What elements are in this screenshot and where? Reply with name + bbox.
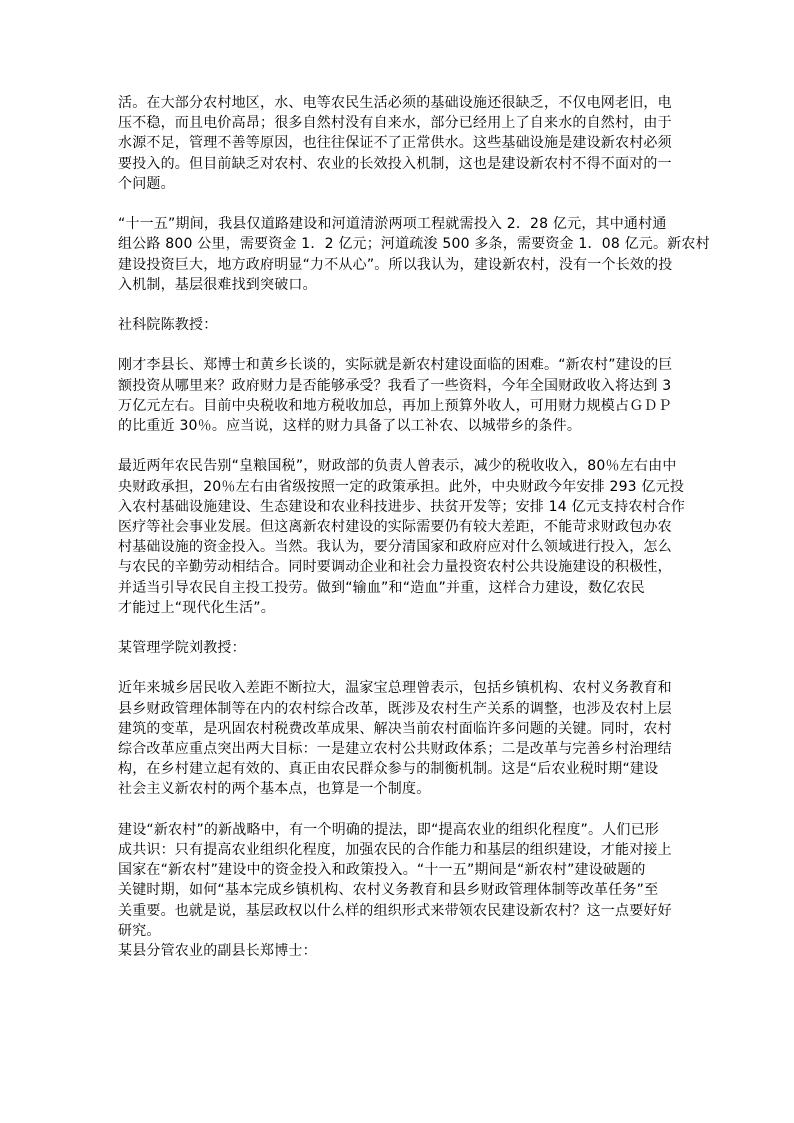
text-line: 并适当引导农民自主投工投劳。做到“输血”和“造血”并重，这样合力建设，数亿农民	[118, 579, 645, 596]
text-line: 成共识：只有提高农业组织化程度，加强农民的合作能力和基层的组织建设，才能对接上	[118, 841, 672, 858]
text-line: 组公路 800 公里，需要资金 1．2 亿元；河道疏浚 500 多条，需要资金 1．08 亿元。新农村	[118, 236, 710, 253]
text-line: 构，在乡村建立起有效的、真正由农民群众参与的制衡机制。这是“后农业税时期“建设	[118, 761, 659, 778]
text-line: “十一五”期间，我县仅道路建设和河道清淤两项工程就需投入 2．28 亿元，其中通村通	[118, 216, 667, 233]
paragraph-gap	[118, 295, 688, 315]
text-line: 入农村基础设施建设、生态建设和农业科技进步、扶贫开发等；安排 14 亿元支持农村合作	[118, 498, 686, 515]
paragraph-gap	[118, 436, 688, 456]
document-page	[118, 93, 710, 961]
paragraph-gap	[118, 658, 688, 678]
paragraph-reform	[118, 678, 688, 799]
text-line: 建筑的变革，是巩固农村税费改革成果、解决当前农村面临许多问题的关键。同时，农村	[118, 720, 672, 737]
text-line: 央财政承担，20％左右由省级按照一定的政策承担。此外，中央财政今年安排 293 亿元投	[118, 478, 685, 495]
text-line: 入机制，基层很难找到突破口。	[118, 276, 317, 293]
text-line: 个问题。	[118, 175, 175, 192]
text-line: 与农民的辛勤劳动相结合。同时要调动企业和社会力量投资农村公共设施建设的积极性，	[118, 559, 672, 576]
text-line: 综合改革应重点突出两大目标：一是建立农村公共财政体系；二是改革与完善乡村治理结	[118, 741, 672, 757]
text-line: 县乡财政管理体制等在内的农村综合改革，既涉及农村生产关系的调整，也涉及农村上层	[118, 700, 672, 717]
speaker-heading: 某管理学院刘教授：	[118, 640, 246, 657]
paragraph-funding	[118, 355, 688, 436]
text-line: 才能过上“现代化生活”。	[118, 599, 275, 616]
text-line: 的比重近 30％。应当说，这样的财力具备了以工补农、以城带乡的条件。	[118, 418, 582, 434]
paragraph-gap	[118, 618, 688, 638]
text-line: 关重要。也就是说，基层政权以什么样的组织形式来带领农民建设新农村？这一点要好好	[118, 902, 672, 919]
paragraph-investment	[118, 214, 710, 295]
paragraph-gap	[118, 194, 688, 214]
speaker-heading: 某县分管农业的副县长郑博士：	[118, 942, 317, 959]
text-line: 要投入的。但目前缺乏对农村、农业的长效投入机制，这也是建设新农村不得不面对的一	[118, 155, 672, 172]
text-line: 村基础设施的资金投入。当然。我认为，要分清国家和政府应对什么领域进行投入，怎么	[118, 539, 672, 556]
paragraph-tax	[118, 456, 688, 618]
text-line: 额投资从哪里来？政府财力是否能够承受？我看了一些资料，今年全国财政收入将达到 3	[118, 377, 672, 394]
paragraph-organization	[118, 820, 688, 941]
text-line: 压不稳，而且电价高昂；很多自然村没有自来水，部分已经用上了自来水的自然村，由于	[118, 115, 672, 132]
text-line: 刚才李县长、郑博士和黄乡长谈的，实际就是新农村建设面临的困难。“新农村”建设的巨	[118, 357, 673, 374]
text-line: 医疗等社会事业发展。但这离新农村建设的实际需要仍有较大差距，不能苛求财政包办农	[118, 518, 672, 535]
text-line: 建设“新农村”的新战略中，有一个明确的提法，即“提高农业的组织化程度”。人们已形	[118, 821, 660, 838]
text-line: 社会主义新农村的两个基本点，也算是一个制度。	[118, 781, 431, 798]
text-line: 近年来城乡居民收入差距不断拉大，温家宝总理曾表示，包括乡镇机构、农村义务教育和	[118, 680, 672, 697]
paragraph-gap	[118, 800, 688, 820]
text-line: 国家在“新农村”建设中的资金投入和政策投入。“十一五”期间是“新农村”建设破题的	[118, 862, 646, 879]
text-line: 万亿元左右。目前中央税收和地方税收加总，再加上预算外收人，可用财力规模占ＧＤＰ	[118, 397, 672, 414]
text-line: 最近两年农民告别“皇粮国税”，财政部的负责人曾表示，减少的税收收入，80％左右由中	[118, 458, 677, 475]
text-line: 关键时期，如何“基本完成乡镇机构、农村义务教育和县乡财政管理体制等改革任务”至	[118, 882, 659, 899]
text-line: 研究。	[118, 922, 161, 939]
text-line: 水源不足，管理不善等原因，也往往保证不了正常供水。这些基础设施是建设新农村必须	[118, 135, 672, 152]
text-line: 活。在大部分农村地区，水、电等农民生活必须的基础设施还很缺乏，不仅电网老旧，电	[118, 95, 672, 111]
speaker-heading: 社科院陈教授：	[118, 317, 218, 334]
paragraph-infrastructure	[118, 93, 688, 194]
paragraph-gap	[118, 335, 688, 355]
text-line: 建设投资巨大，地方政府明显“力不从心”。所以我认为，建设新农村，没有一个长效的投	[118, 256, 673, 273]
